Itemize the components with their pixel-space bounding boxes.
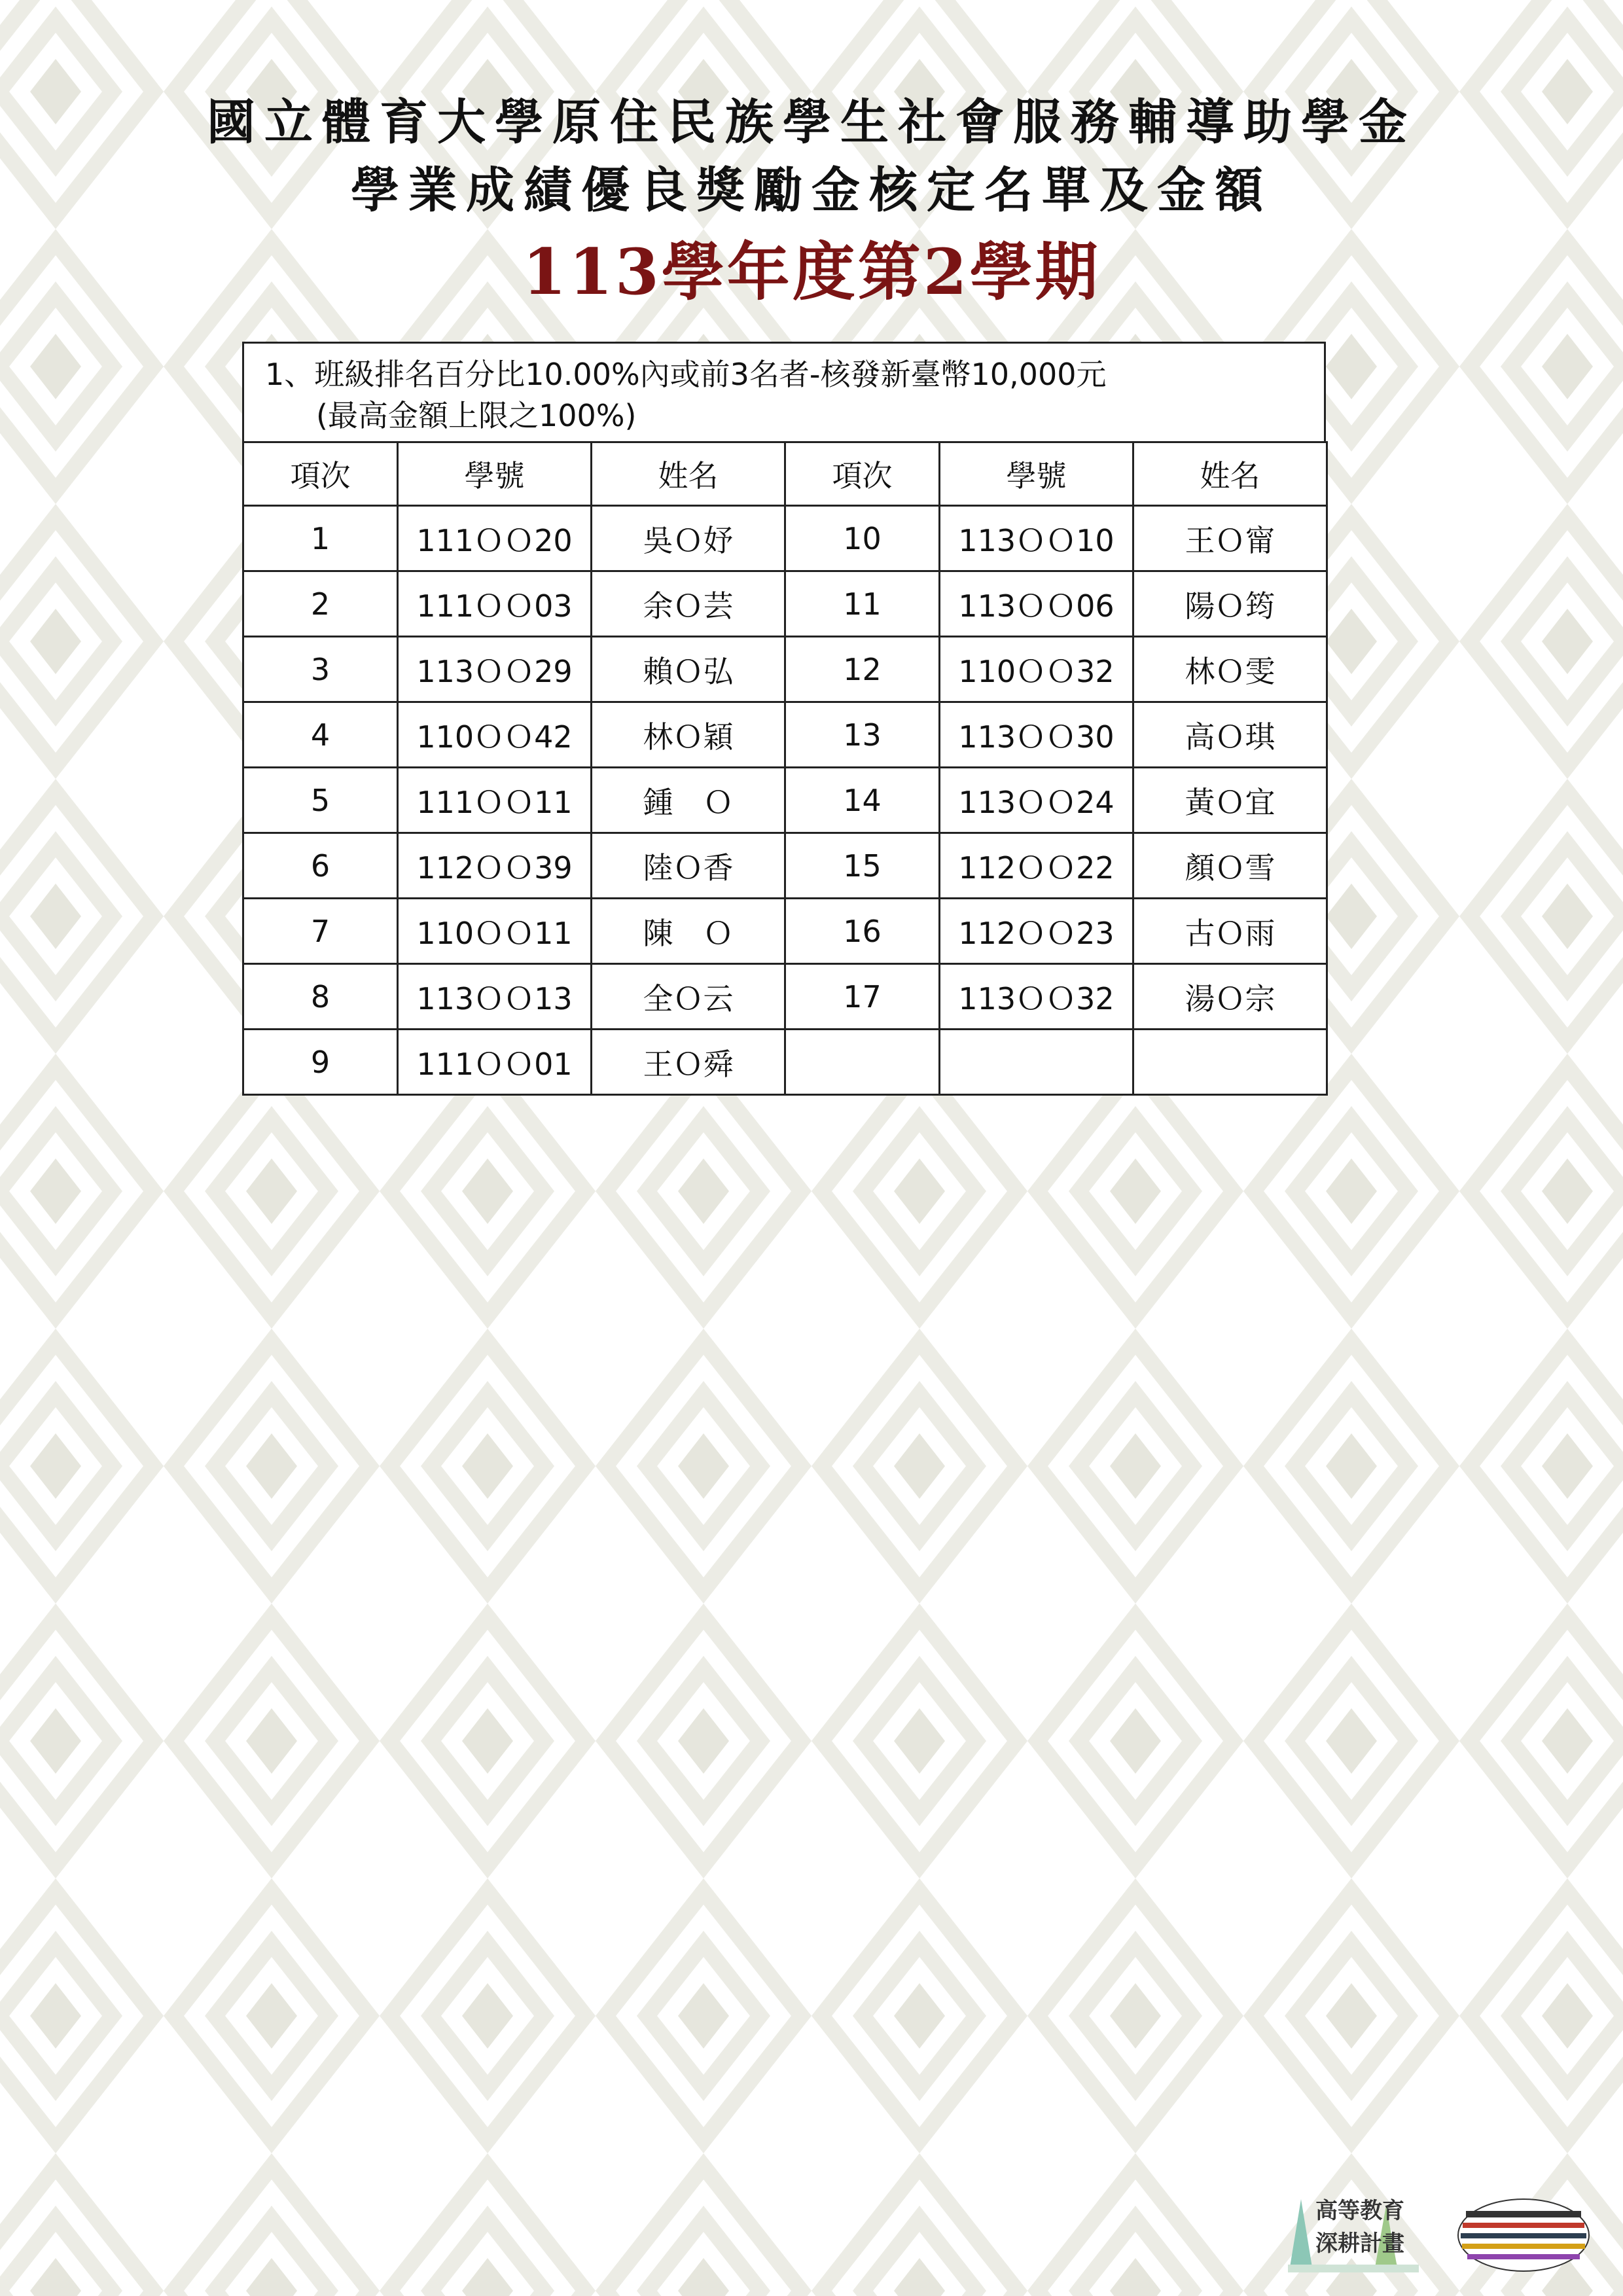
cell-name: 林Ｏ雯 bbox=[1133, 637, 1327, 702]
cell-item-no: 16 bbox=[785, 899, 940, 964]
cell-student-id: 111ＯＯ01 bbox=[398, 1030, 592, 1095]
cell-name: 林Ｏ穎 bbox=[592, 702, 785, 768]
table-row bbox=[243, 1030, 1327, 1095]
title-line-1: 國立體育大學原住民族學生社會服務輔導助學金 bbox=[207, 94, 1416, 151]
cell-name: 陳 Ｏ bbox=[592, 899, 785, 964]
cell-item-no: 2 bbox=[243, 571, 398, 637]
header-student-id: 學號 bbox=[398, 442, 592, 506]
section-heading: 1、班級排名百分比10.00%內或前3名者-核發新臺幣10,000元 bbox=[265, 357, 1107, 392]
table-row bbox=[243, 506, 1327, 571]
recipient-table bbox=[242, 441, 1328, 1096]
cell-name: 鍾 Ｏ bbox=[592, 768, 785, 833]
table-header-row bbox=[243, 442, 1327, 506]
header-item-no: 項次 bbox=[785, 442, 940, 506]
cell-name: 顏Ｏ雪 bbox=[1133, 833, 1327, 899]
cell-item-no: 17 bbox=[785, 964, 940, 1030]
cell-student-id: 112ＯＯ39 bbox=[398, 833, 592, 899]
logo-text-line1: 高等教育 bbox=[1315, 2198, 1404, 2224]
cell-name: 王Ｏ舜 bbox=[592, 1030, 785, 1095]
header-name: 姓名 bbox=[592, 442, 785, 506]
cell-student-id: 111ＯＯ11 bbox=[398, 768, 592, 833]
cell-item-no: 15 bbox=[785, 833, 940, 899]
cell-student-id: 113ＯＯ13 bbox=[398, 964, 592, 1030]
header-item-no: 項次 bbox=[243, 442, 398, 506]
table-row bbox=[243, 964, 1327, 1030]
cell-item-no: 10 bbox=[785, 506, 940, 571]
cell-name: 王Ｏ甯 bbox=[1133, 506, 1327, 571]
cell-item-no: 4 bbox=[243, 702, 398, 768]
cell-student-id: 110ＯＯ11 bbox=[398, 899, 592, 964]
cell-student-id: 113ＯＯ29 bbox=[398, 637, 592, 702]
cell-item-no: 6 bbox=[243, 833, 398, 899]
cell-name: 黃Ｏ宜 bbox=[1133, 768, 1327, 833]
table-row bbox=[243, 571, 1327, 637]
title-line-2: 學業成績優良獎勵金核定名單及金額 bbox=[351, 162, 1272, 219]
cell-name: 湯Ｏ宗 bbox=[1133, 964, 1327, 1030]
cell-student-id: 113ＯＯ32 bbox=[940, 964, 1133, 1030]
cell-item-no: 13 bbox=[785, 702, 940, 768]
cell-student-id: 113ＯＯ30 bbox=[940, 702, 1133, 768]
logo-text-line2: 深耕計畫 bbox=[1315, 2231, 1404, 2257]
cell-student-id: 113ＯＯ10 bbox=[940, 506, 1133, 571]
cell-student-id: 110ＯＯ32 bbox=[940, 637, 1133, 702]
logo-area bbox=[1276, 2173, 1603, 2278]
cell-student-id: 111ＯＯ03 bbox=[398, 571, 592, 637]
cell-name: 全Ｏ云 bbox=[592, 964, 785, 1030]
cell-item-no: 14 bbox=[785, 768, 940, 833]
cell-student-id bbox=[940, 1030, 1133, 1095]
cell-name: 陽Ｏ筠 bbox=[1133, 571, 1327, 637]
cell-student-id: 112ＯＯ22 bbox=[940, 833, 1133, 899]
header-student-id: 學號 bbox=[940, 442, 1133, 506]
cell-student-id: 113ＯＯ06 bbox=[940, 571, 1133, 637]
table-row bbox=[243, 899, 1327, 964]
cell-name bbox=[1133, 1030, 1327, 1095]
cell-name: 高Ｏ琪 bbox=[1133, 702, 1327, 768]
cell-student-id: 111ＯＯ20 bbox=[398, 506, 592, 571]
section-header bbox=[242, 342, 1326, 441]
cell-student-id: 112ＯＯ23 bbox=[940, 899, 1133, 964]
cell-item-no: 9 bbox=[243, 1030, 398, 1095]
cell-item-no: 7 bbox=[243, 899, 398, 964]
cell-name: 吳Ｏ妤 bbox=[592, 506, 785, 571]
cell-item-no: 1 bbox=[243, 506, 398, 571]
award-list-sheet bbox=[242, 342, 1326, 1096]
cell-name: 余Ｏ芸 bbox=[592, 571, 785, 637]
cell-name: 陸Ｏ香 bbox=[592, 833, 785, 899]
cell-name: 古Ｏ雨 bbox=[1133, 899, 1327, 964]
cell-item-no: 8 bbox=[243, 964, 398, 1030]
cell-item-no: 11 bbox=[785, 571, 940, 637]
cell-name: 賴Ｏ弘 bbox=[592, 637, 785, 702]
cell-student-id: 110ＯＯ42 bbox=[398, 702, 592, 768]
title-semester: 113學年度第2學期 bbox=[522, 235, 1101, 309]
cell-item-no: 12 bbox=[785, 637, 940, 702]
cell-item-no: 3 bbox=[243, 637, 398, 702]
cell-item-no: 5 bbox=[243, 768, 398, 833]
section-note: (最高金額上限之100%) bbox=[316, 398, 637, 433]
header-name: 姓名 bbox=[1133, 442, 1327, 506]
cell-student-id: 113ＯＯ24 bbox=[940, 768, 1133, 833]
cell-item-no bbox=[785, 1030, 940, 1095]
table-row bbox=[243, 833, 1327, 899]
table-row bbox=[243, 702, 1327, 768]
table-row bbox=[243, 637, 1327, 702]
table-row bbox=[243, 768, 1327, 833]
